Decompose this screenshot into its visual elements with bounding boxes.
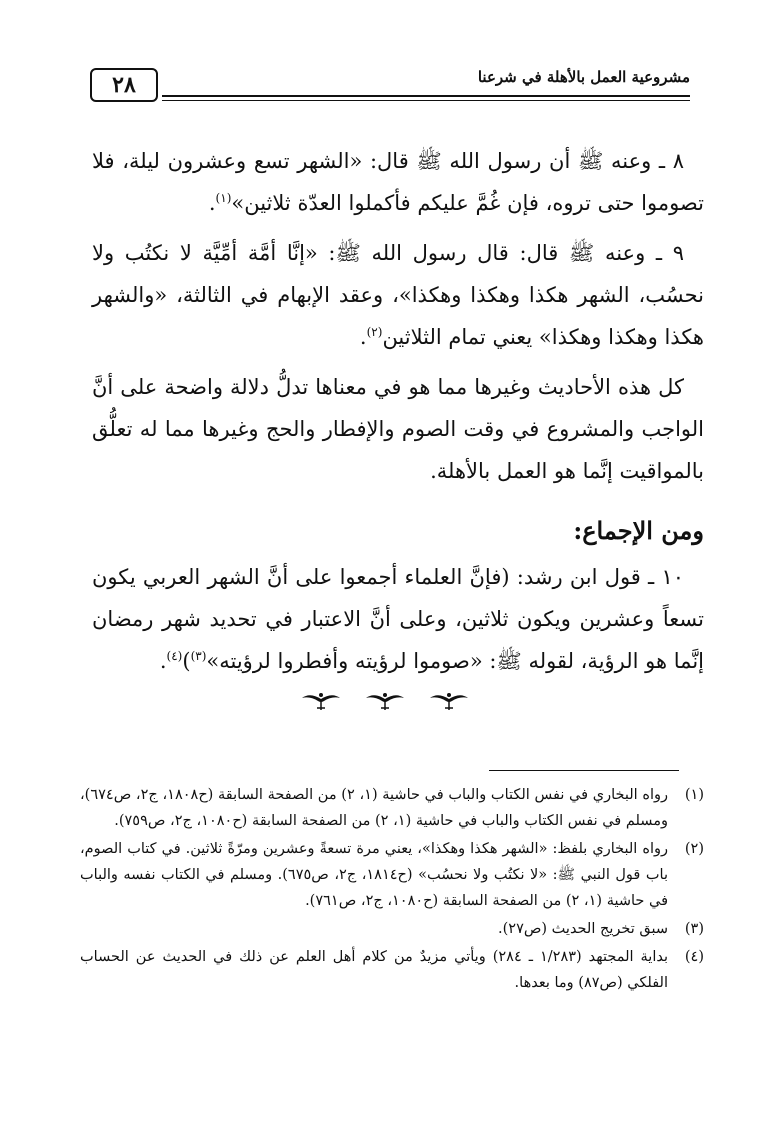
paragraph-8-tail: . [208,191,216,215]
paragraph-10-text: ١٠ ـ قول ابن رشد: (فإنَّ العلماء أجمعوا على أنَّ الشهر العربي يكون تسعاً وعشرين ويكون ثلاثين، وعلى أنَّ الاعتبار في تحديد شهر رمضان إنَّما هو الرؤية، لقوله ﷺ: «صوموا لرؤيته وأفطروا لرؤيته» [92,565,704,673]
ornament-icon [428,690,470,712]
footnote-number: (٤) [684,949,704,965]
footnote-ref-4: (٤) [166,649,183,663]
footnotes [80,782,704,998]
paragraph-9-tail: . [359,325,367,349]
footnote-number: (٢) [684,841,704,857]
footnote-3 [80,916,704,942]
paragraph-9-text: ٩ ـ وعنه ﷺ قال: قال رسول الله ﷺ: «إنَّا أمَّة أمِّيَّة لا نكتُب ولا نحسُب، الشهر هكذا وهكذا وهكذا»، وعقد الإبهام في الثالثة، «والشهر هكذا وهكذا وهكذا» يعني تمام الثلاثين [92,241,704,349]
header-rule-thin [162,100,690,101]
footnote-number: (١) [684,787,704,803]
footnote-text: رواه البخاري بلفظ: «الشهر هكذا وهكذا»، يعني مرة تسعةً وعشرين ومرّةً ثلاثين. في كتاب الصوم، باب قول النبي ﷺ: «لا نكتُب ولا نحسُب» (ح١٨١٤، ج٢، ص٦٧٥). ومسلم في الكتاب نفسه والباب في حاشية (١، ٢) من الصفحة السابقة (ح١٠٨٠، ج٢، ص٧٦١). [80,841,668,909]
ornament-icon [300,690,342,712]
page-number: ٢٨ [90,68,158,102]
footnote-1 [80,782,704,834]
paragraph-9 [92,232,704,358]
footnote-text: سبق تخريج الحديث (ص٢٧). [498,921,668,937]
footnote-separator [489,770,679,771]
main-text [92,140,704,690]
header-rule-thick [162,95,690,97]
paragraph-8-text: ٨ ـ وعنه ﷺ أن رسول الله ﷺ قال: «الشهر تسع وعشرون ليلة، فلا تصوموا حتى تروه، فإن غُمَّ عليكم فأكملوا العدّة ثلاثين» [92,149,704,215]
running-title: مشروعية العمل بالأهلة في شرعنا [477,68,690,86]
paragraph-summary-text: كل هذه الأحاديث وغيرها مما هو في معناها تدلُّ دلالة واضحة على أنَّ الواجب والمشروع في وقت الصوم والإفطار والحج وغيرها مما له تعلُّق بالمواقيت إنَّما هو العمل بالأهلة. [92,375,704,483]
ornament-divider [300,686,470,716]
footnote-2 [80,836,704,914]
page-header [90,68,690,108]
paragraph-10 [92,556,704,682]
footnote-4 [80,944,704,996]
footnote-ref-2: (٢) [366,325,383,339]
paragraph-10-mid: ) [182,649,191,673]
paragraph-summary [92,366,704,492]
section-heading: ومن الإجماع: [573,516,704,545]
paragraph-8 [92,140,704,224]
footnote-text: رواه البخاري في نفس الكتاب والباب في حاشية (١، ٢) من الصفحة السابقة (ح١٨٠٨، ج٢، ص٦٧٤)، ومسلم في نفس الكتاب والباب في حاشية (١، ٢) من الصفحة السابقة (ح١٠٨٠، ج٢، ص٧٥٩). [80,787,669,829]
ornament-icon [364,690,406,712]
footnote-text: بداية المجتهد (١/٢٨٣ ـ ٢٨٤) ويأتي مزيدٌ من كلام أهل العلم عن ذلك في الحديث عن الحساب الفلكي (ص٨٧) وما بعدها. [80,949,669,991]
paragraph-10-tail: . [159,649,167,673]
footnote-ref-1: (١) [215,191,232,205]
footnote-number: (٣) [684,921,704,937]
footnote-ref-3: (٣) [190,649,207,663]
